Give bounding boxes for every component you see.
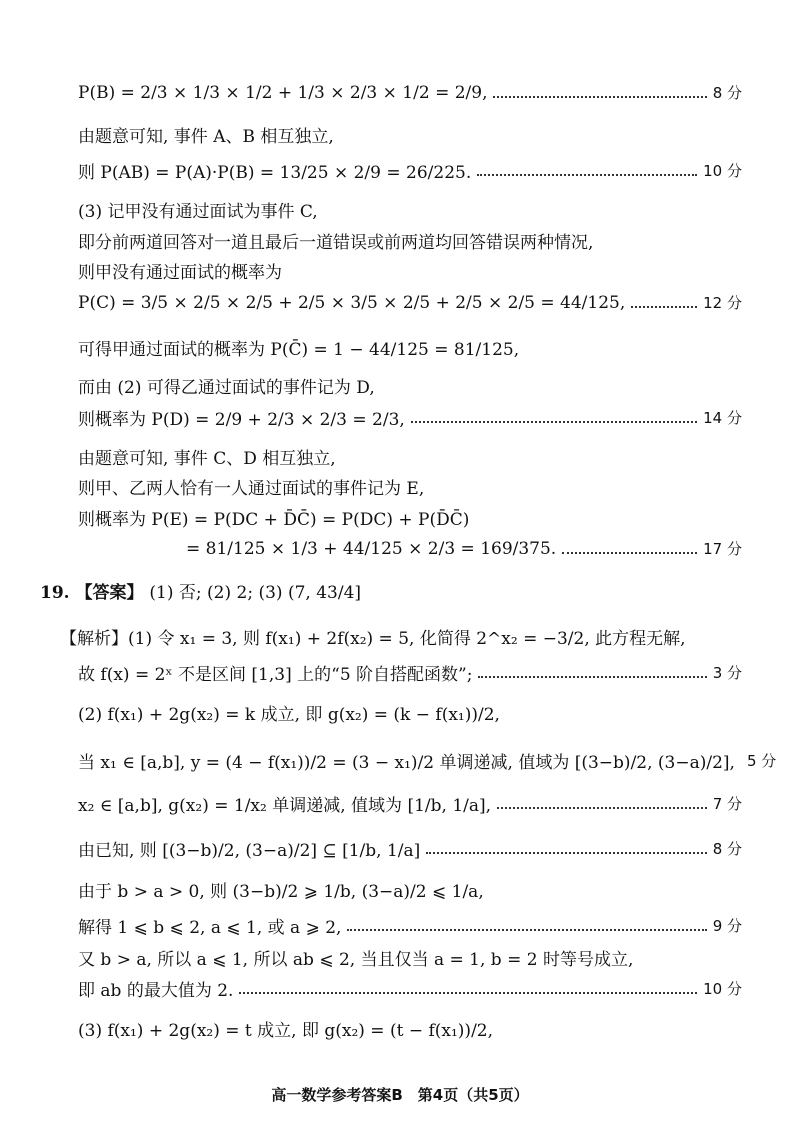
answer-label: 【答案】 bbox=[75, 583, 144, 603]
line-part-2 bbox=[78, 700, 742, 725]
score-label: 9 分 bbox=[712, 917, 742, 935]
dot-leader bbox=[411, 421, 697, 423]
answer-line-19 bbox=[40, 578, 361, 603]
line-independent-cd bbox=[78, 444, 742, 469]
line-text: P(C) = 3/5 × 2/5 × 2/5 + 2/5 × 3/5 × 2/5 + 2/5 × 2/5 = 44/125, bbox=[78, 292, 626, 313]
dot-leader bbox=[493, 96, 706, 98]
line-text: (3) 记甲没有通过面试为事件 C, bbox=[78, 202, 318, 222]
score-label: 8 分 bbox=[712, 840, 742, 858]
score-label: 3 分 bbox=[712, 664, 742, 682]
dot-leader bbox=[631, 306, 697, 308]
dot-leader bbox=[497, 807, 707, 809]
line-prob-intro bbox=[78, 258, 742, 283]
line-text: 当 x₁ ∈ [a,b], y = (4 − f(x₁))/2 = (3 − x₁)/2 单调递减, 值域为 [(3−b)/2, (3−a)/2], bbox=[78, 753, 735, 773]
line-text: 可得甲通过面试的概率为 P(C̄) = 1 − 44/125 = 81/125, bbox=[78, 340, 520, 360]
line-text: = 81/125 × 1/3 + 44/125 × 2/3 = 169/375. bbox=[186, 538, 557, 559]
line-ab-bound bbox=[78, 945, 742, 970]
line-pe bbox=[78, 505, 742, 530]
dot-leader bbox=[562, 552, 697, 554]
line-pc bbox=[78, 292, 742, 313]
line-conclusion-1 bbox=[78, 660, 742, 685]
score-label: 7 分 bbox=[712, 795, 742, 813]
line-pe-result bbox=[186, 538, 742, 559]
line-range-g bbox=[78, 791, 742, 816]
dot-leader bbox=[426, 852, 706, 854]
question-number: 19. bbox=[40, 583, 70, 603]
line-text: 即 ab 的最大值为 2. bbox=[78, 981, 234, 1001]
dot-leader bbox=[347, 929, 706, 931]
line-text: 而由 (2) 可得乙通过面试的事件记为 D, bbox=[78, 378, 375, 398]
score-label: 10 分 bbox=[703, 162, 742, 180]
line-text: 由题意可知, 事件 A、B 相互独立, bbox=[78, 127, 334, 147]
line-text: 则甲、乙两人恰有一人通过面试的事件记为 E, bbox=[78, 479, 425, 499]
line-range-y bbox=[78, 748, 777, 773]
line-text: 则概率为 P(E) = P(DC + D̄C̄) = P(DC) + P(D̄C̄) bbox=[78, 510, 470, 530]
dot-leader bbox=[478, 676, 706, 678]
line-event-c bbox=[78, 197, 742, 222]
score-label: 8 分 bbox=[712, 84, 742, 102]
line-solve bbox=[78, 913, 742, 938]
line-text: 则概率为 P(D) = 2/9 + 2/3 × 2/3 = 2/3, bbox=[78, 410, 405, 430]
answer-content: (1) 否; (2) 2; (3) (7, 43/4] bbox=[149, 583, 362, 603]
line-part-3 bbox=[78, 1016, 742, 1041]
line-event-d bbox=[78, 373, 742, 398]
score-label: 17 分 bbox=[703, 540, 742, 558]
line-event-e bbox=[78, 474, 742, 499]
line-text: 又 b > a, 所以 a ⩽ 1, 所以 ab ⩽ 2, 当且仅当 a = 1, b = 2 时等号成立, bbox=[78, 950, 634, 970]
line-text: 由题意可知, 事件 C、D 相互独立, bbox=[78, 449, 336, 469]
score-label: 10 分 bbox=[703, 980, 742, 998]
line-text: 则甲没有通过面试的概率为 bbox=[78, 263, 282, 283]
line-independent-ab bbox=[78, 122, 742, 147]
line-text: 则 P(AB) = P(A)·P(B) = 13/25 × 2/9 = 26/225. bbox=[78, 163, 472, 183]
line-inequalities bbox=[78, 877, 742, 902]
score-label: 14 分 bbox=[703, 409, 742, 427]
line-text: 即分前两道回答对一道且最后一道错误或前两道均回答错误两种情况, bbox=[78, 233, 594, 253]
line-text: 解得 1 ⩽ b ⩽ 2, a ⩽ 1, 或 a ⩾ 2, bbox=[78, 918, 342, 938]
line-analysis-1 bbox=[60, 624, 742, 649]
line-ab-max bbox=[78, 976, 742, 1001]
line-text: P(B) = 2/3 × 1/3 × 1/2 + 1/3 × 2/3 × 1/2 = 2/9, bbox=[78, 82, 488, 103]
line-pd bbox=[78, 405, 742, 430]
line-text: (3) f(x₁) + 2g(x₂) = t 成立, 即 g(x₂) = (t − f(x₁))/2, bbox=[78, 1021, 494, 1041]
line-subset bbox=[78, 836, 742, 861]
line-text: 由已知, 则 [(3−b)/2, (3−a)/2] ⊆ [1/b, 1/a] bbox=[78, 841, 421, 861]
line-text: x₂ ∈ [a,b], g(x₂) = 1/x₂ 单调递减, 值域为 [1/b, 1/a], bbox=[78, 796, 492, 816]
line-text: (2) f(x₁) + 2g(x₂) = k 成立, 即 g(x₂) = (k − f(x₁))/2, bbox=[78, 705, 500, 725]
page-footer: 高一数学参考答案B 第4页（共5页） bbox=[271, 1086, 529, 1104]
score-label: 12 分 bbox=[703, 294, 742, 312]
line-pb bbox=[78, 82, 742, 103]
line-text: 【解析】(1) 令 x₁ = 3, 则 f(x₁) + 2f(x₂) = 5, 化简得 2^x₂ = −3/2, 此方程无解, bbox=[60, 629, 686, 649]
line-pc-bar bbox=[78, 335, 742, 360]
line-text: 故 f(x) = 2ˣ 不是区间 [1,3] 上的“5 阶自搭配函数”; bbox=[78, 665, 473, 685]
dot-leader bbox=[239, 992, 697, 994]
dot-leader bbox=[477, 174, 697, 176]
line-cases bbox=[78, 228, 742, 253]
score-label: 5 分 bbox=[746, 752, 777, 770]
line-text: 由于 b > a > 0, 则 (3−b)/2 ⩾ 1/b, (3−a)/2 ⩽ 1/a, bbox=[78, 882, 484, 902]
line-pab bbox=[78, 158, 742, 183]
